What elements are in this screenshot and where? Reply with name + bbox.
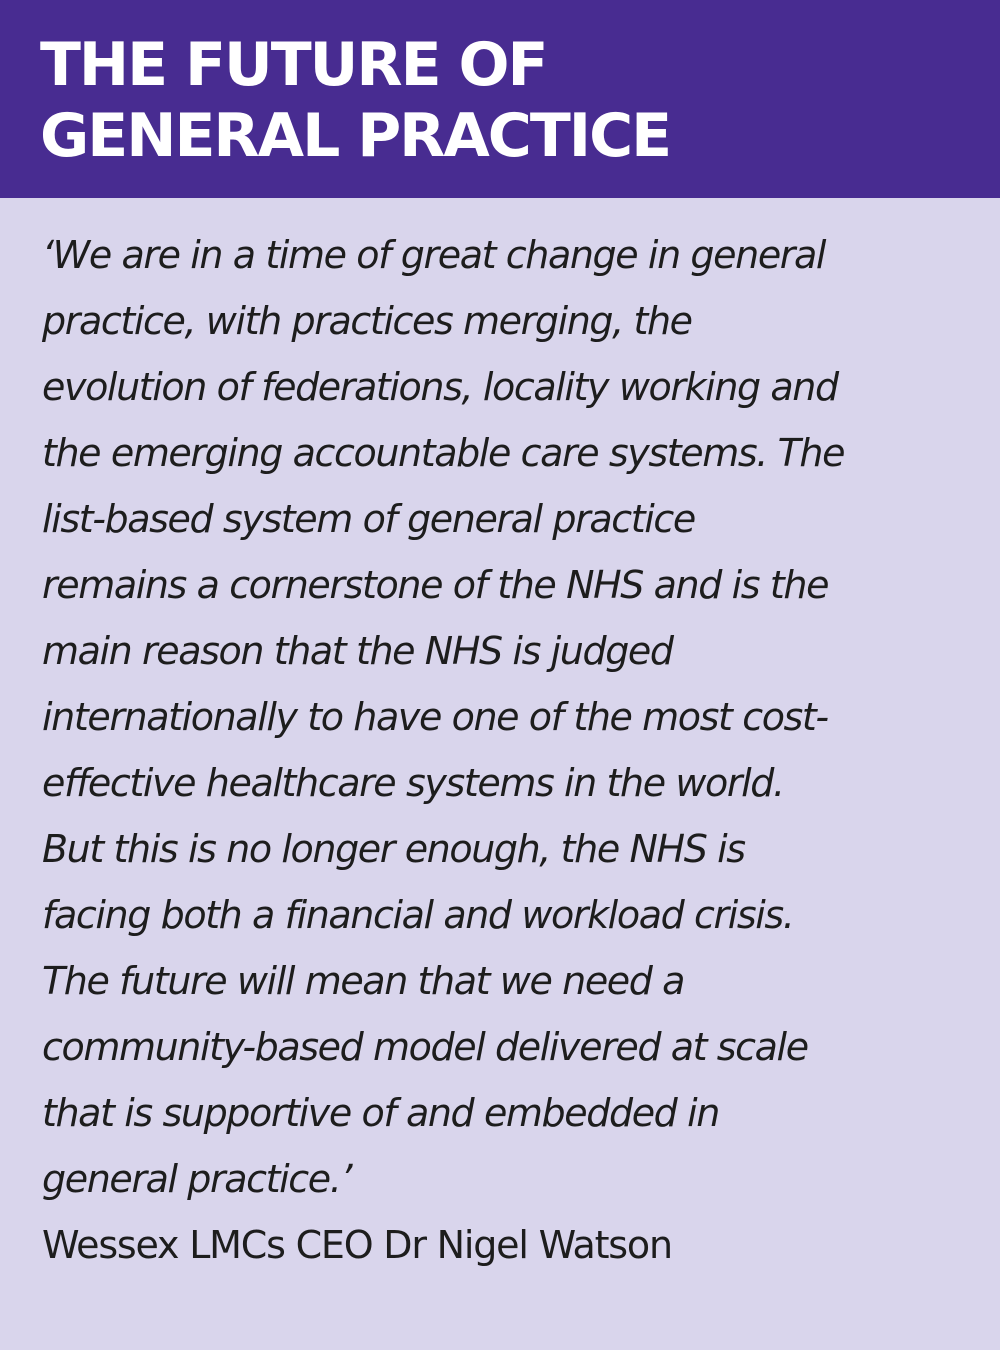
page-title — [40, 30, 670, 172]
article-header — [0, 0, 1000, 198]
quote-line: The future will mean that we need a — [42, 959, 685, 1003]
quote-line: list-based system of general practice — [42, 497, 695, 541]
quote-line: community-based model delivered at scale — [42, 1025, 808, 1069]
title-line-2: GENERAL PRACTICE — [40, 101, 671, 171]
quote-text — [42, 222, 982, 1212]
quote-line: practice, with practices merging, the — [42, 299, 692, 343]
quote-line: that is supportive of and embedded in — [42, 1091, 719, 1135]
quote-line: internationally to have one of the most cost- — [42, 695, 828, 739]
quote-line: evolution of federations, locality working and — [42, 365, 838, 409]
title-line-1: THE FUTURE OF — [40, 30, 547, 100]
quote-line: effective healthcare systems in the world. — [42, 761, 784, 805]
quote-line: facing both a financial and workload crisis. — [42, 893, 794, 937]
quote-line: ‘We are in a time of great change in general — [42, 233, 826, 277]
quote-line: the emerging accountable care systems. The — [42, 431, 845, 475]
quote-line: But this is no longer enough, the NHS is — [42, 827, 745, 871]
quote-line: remains a cornerstone of the NHS and is the — [42, 563, 829, 607]
quote-line: main reason that the NHS is judged — [42, 629, 673, 673]
quote-attribution: Wessex LMCs CEO Dr Nigel Watson — [42, 1223, 672, 1267]
quote-line: general practice.’ — [42, 1157, 352, 1201]
quote-panel — [0, 198, 1000, 1350]
